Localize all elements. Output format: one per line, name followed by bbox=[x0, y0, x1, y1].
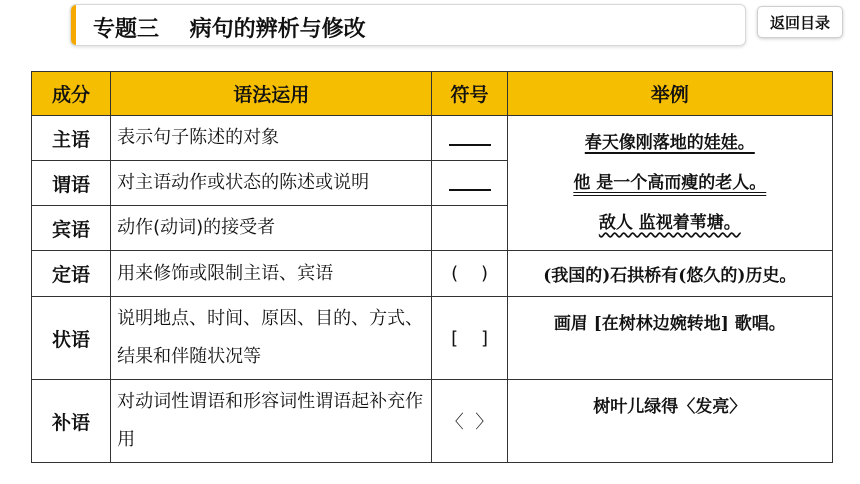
example-predicate: 他 是一个高而瘦的老人。 bbox=[573, 173, 767, 193]
symbol-cell bbox=[432, 161, 507, 206]
table-row bbox=[32, 297, 833, 380]
usage-cell: 表示句子陈述的对象 bbox=[111, 116, 432, 161]
usage-cell: 对主语动作或状态的陈述或说明 bbox=[111, 161, 432, 206]
component-cell: 谓语 bbox=[32, 161, 111, 206]
header-usage: 语法运用 bbox=[111, 72, 432, 116]
example-cell: 树叶儿绿得〈发亮〉 bbox=[507, 380, 832, 463]
example-cell: 画眉 [在树林边婉转地] 歌唱。 bbox=[507, 297, 832, 380]
table-header-row bbox=[32, 72, 833, 116]
usage-cell: 用来修饰或限制主语、宾语 bbox=[111, 251, 432, 297]
example-cell: (我国的)石拱桥有(悠久的)历史。 bbox=[507, 251, 832, 297]
table-row bbox=[32, 380, 833, 463]
usage-cell: 说明地点、时间、原因、目的、方式、结果和伴随状况等 bbox=[111, 297, 432, 380]
component-cell: 主语 bbox=[32, 116, 111, 161]
symbol-cell bbox=[432, 206, 507, 251]
usage-cell: 对动词性谓语和形容词性谓语起补充作用 bbox=[111, 380, 432, 463]
underline-symbol bbox=[449, 126, 491, 146]
title-bar bbox=[70, 4, 746, 46]
back-to-toc-button[interactable]: 返回目录 bbox=[757, 6, 843, 38]
component-cell: 补语 bbox=[32, 380, 111, 463]
symbol-cell bbox=[432, 116, 507, 161]
component-cell: 状语 bbox=[32, 297, 111, 380]
symbol-cell: [ ] bbox=[432, 297, 507, 380]
table-row bbox=[32, 251, 833, 297]
title-accent-bar bbox=[71, 5, 76, 45]
page-title: 专题三 病句的辨析与修改 bbox=[93, 17, 366, 42]
symbol-cell: ( ) bbox=[432, 251, 507, 297]
header-symbol: 符号 bbox=[432, 72, 507, 116]
example-object: 敌人 监视着苇塘。 bbox=[598, 213, 741, 233]
symbol-cell: 〈 〉 bbox=[432, 380, 507, 463]
table-row bbox=[32, 116, 833, 161]
component-cell: 定语 bbox=[32, 251, 111, 297]
usage-cell: 动作(动词)的接受者 bbox=[111, 206, 432, 251]
component-cell: 宾语 bbox=[32, 206, 111, 251]
header-component: 成分 bbox=[32, 72, 111, 116]
wavy-underline-symbol bbox=[449, 216, 491, 236]
example-subject: 春天像刚落地的娃娃。 bbox=[584, 133, 755, 153]
example-cell-group bbox=[507, 116, 832, 251]
sentence-components-table bbox=[31, 71, 833, 463]
header-example: 举例 bbox=[507, 72, 832, 116]
double-underline-symbol bbox=[449, 171, 491, 191]
